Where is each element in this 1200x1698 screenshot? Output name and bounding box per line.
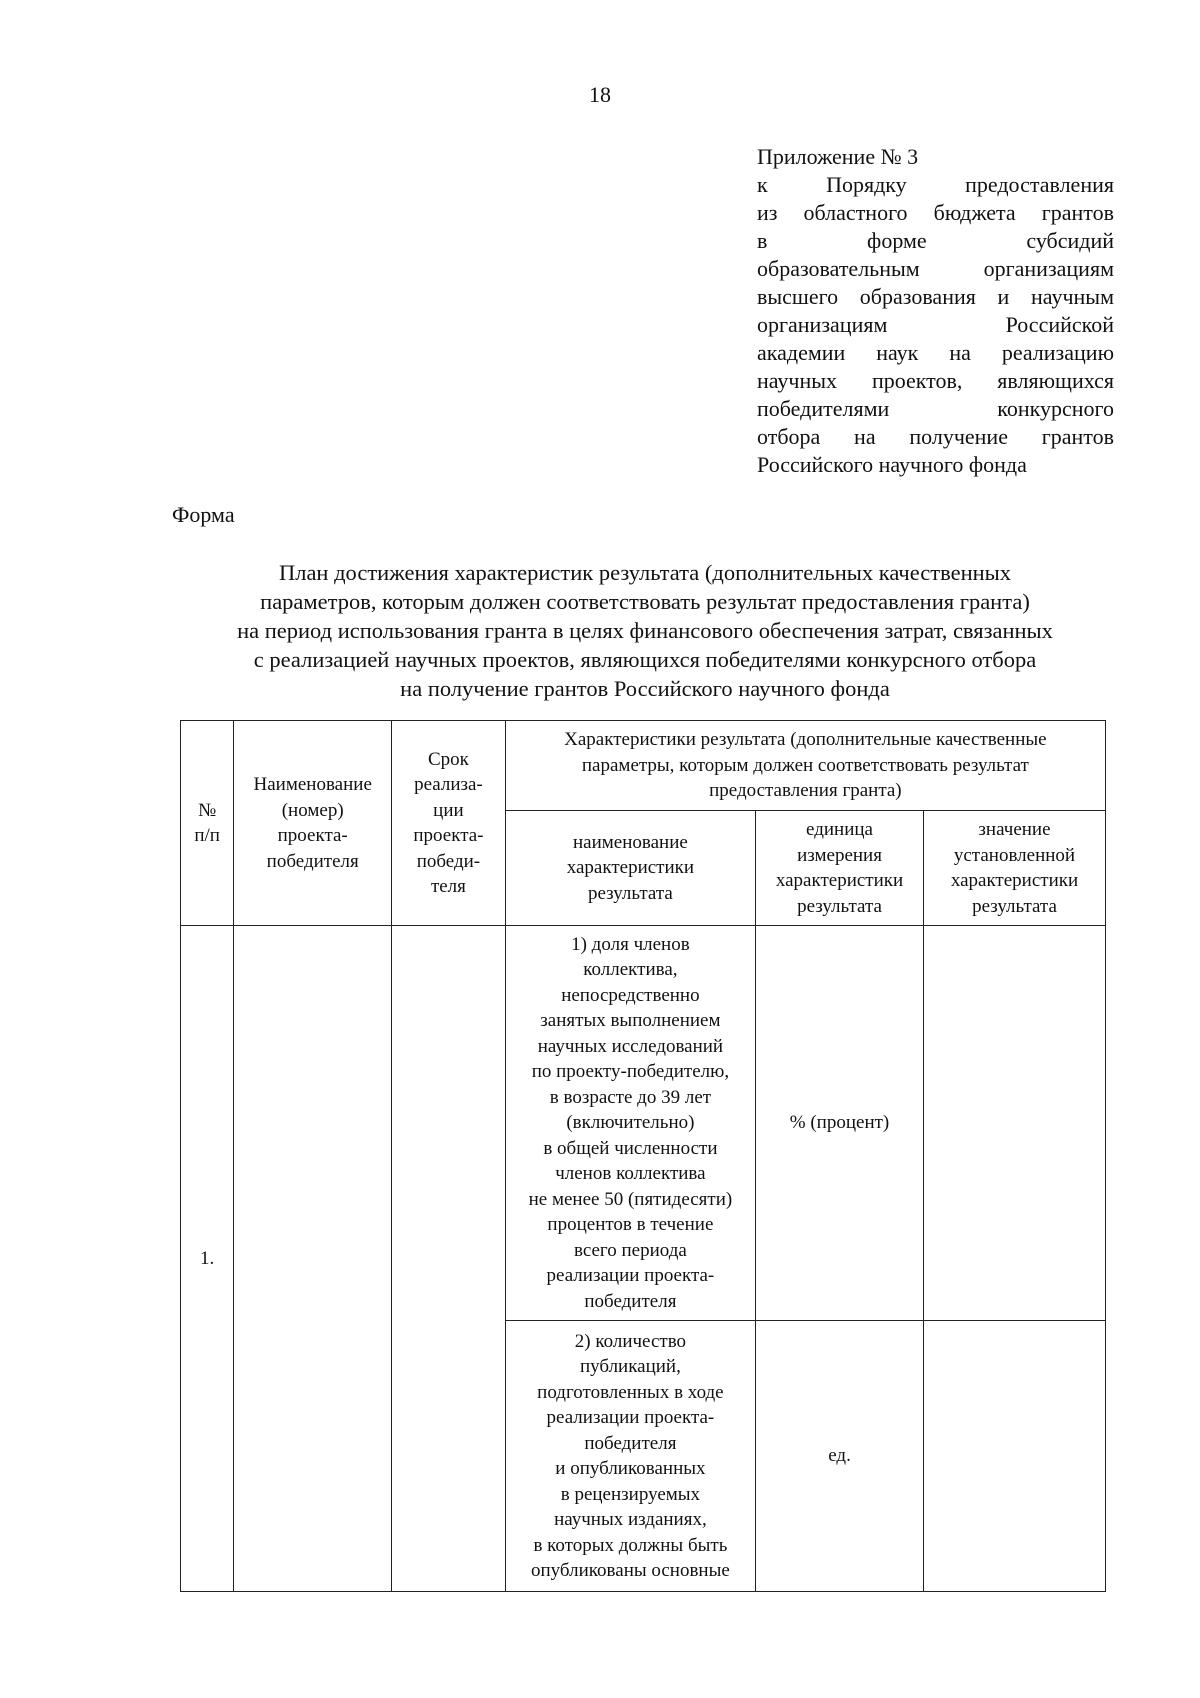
row-project-name: [234, 926, 392, 1592]
table-row: [181, 926, 1106, 1321]
appendix-line: победителями конкурсного: [757, 396, 1114, 421]
appendix-line: организациям Российской: [757, 312, 1114, 337]
header-project-name: [234, 721, 392, 926]
text-line: Срок: [427, 748, 469, 770]
title-line: на получение грантов Российского научного фонда: [400, 676, 890, 701]
form-label: Форма: [172, 502, 235, 527]
text-line: победителя: [266, 850, 359, 872]
text-line: параметры, которым должен соответствовать результат: [581, 754, 1029, 776]
text-line: п/п: [194, 825, 220, 846]
row-unit: % (процент): [756, 926, 924, 1321]
header-unit: [756, 811, 924, 926]
header-characteristics: [505, 721, 1105, 811]
appendix-header: [757, 143, 1114, 479]
text-line: членов коллектива: [555, 1163, 706, 1185]
text-line: в рецензируемых: [560, 1483, 701, 1505]
text-line: результата: [588, 882, 673, 904]
row-characteristic-name: [505, 1321, 755, 1592]
text-line: победи-: [416, 850, 481, 872]
text-line: характеристики: [566, 857, 695, 879]
appendix-line: в форме субсидий: [757, 228, 1114, 253]
text-line: подготовленных в ходе: [537, 1381, 724, 1403]
text-line: Характеристики результата (дополнительные качественные: [564, 729, 1047, 751]
title-line: с реализацией научных проектов, являющихся победителями конкурсного отбора: [253, 647, 1037, 672]
text-line: победителя: [584, 1290, 677, 1312]
text-line: реализации проекта-: [546, 1407, 715, 1428]
header-value: [923, 811, 1105, 926]
text-line: установленной: [953, 844, 1076, 866]
appendix-line: Российского научного фонда: [757, 452, 1027, 477]
text-line: в которых должны быть: [533, 1534, 728, 1556]
row-term: [392, 926, 506, 1592]
page-number: 18: [589, 82, 611, 107]
text-line: 2) количество: [574, 1330, 687, 1352]
text-line: опубликованы основные: [531, 1560, 730, 1581]
text-line: (включительно): [566, 1112, 695, 1134]
results-table: [180, 720, 1106, 1592]
row-characteristic-name: [505, 926, 755, 1321]
appendix-line: к Порядку предоставления: [757, 172, 1114, 197]
text-line: результата: [797, 895, 882, 917]
text-line: ции: [433, 799, 464, 821]
text-line: реализации проекта-: [546, 1265, 715, 1287]
text-line: по проекту-победителю,: [531, 1061, 730, 1083]
appendix-line: высшего образования и научным: [757, 284, 1114, 309]
header-num: [181, 721, 234, 926]
text-line: 1) доля членов: [571, 933, 690, 955]
appendix-line: образовательным организациям: [757, 256, 1114, 281]
text-line: научных изданиях,: [554, 1509, 707, 1530]
document-title: [172, 558, 1118, 703]
text-line: занятых выполнением: [540, 1010, 721, 1032]
text-line: проекта-: [413, 825, 484, 846]
row-value: [923, 926, 1105, 1321]
text-line: характеристики: [775, 870, 904, 891]
title-line: на период использования гранта в целях финансового обеспечения затрат, связанных: [237, 618, 1053, 643]
appendix-line: отбора на получение грантов: [757, 424, 1114, 449]
text-line: наименование: [572, 831, 688, 853]
text-line: проекта-: [277, 825, 348, 846]
appendix-line: из областного бюджета грантов: [757, 200, 1114, 225]
text-line: теля: [430, 876, 466, 897]
header-characteristic-name: [505, 811, 755, 926]
text-line: предоставления гранта): [709, 780, 902, 802]
text-line: коллектива,: [583, 959, 678, 981]
text-line: результата: [972, 895, 1057, 917]
text-line: значение: [978, 819, 1051, 840]
row-value: [923, 1321, 1105, 1592]
header-term: [392, 721, 506, 926]
text-line: (номер): [281, 799, 344, 821]
appendix-line: научных проектов, являющихся: [757, 368, 1114, 393]
text-line: победителя: [584, 1432, 677, 1454]
text-line: единица: [806, 819, 873, 840]
title-line: параметров, которым должен соответствовать результат предоставления гранта): [260, 589, 1030, 614]
row-unit: ед.: [756, 1321, 924, 1592]
appendix-line: Приложение № 3: [757, 144, 919, 169]
text-line: измерения: [797, 844, 882, 866]
text-line: в возрасте до 39 лет: [549, 1086, 712, 1108]
text-line: публикаций,: [579, 1356, 681, 1377]
text-line: не менее 50 (пятидесяти): [528, 1188, 733, 1210]
text-line: и опубликованных: [555, 1458, 706, 1479]
title-line: План достижения характеристик результата (дополнительных качественных: [278, 560, 1012, 585]
text-line: характеристики: [950, 870, 1079, 891]
text-line: реализа-: [414, 774, 483, 795]
text-line: непосредственно: [561, 984, 700, 1006]
text-line: всего периода: [573, 1239, 687, 1261]
text-line: №: [198, 799, 217, 821]
text-line: процентов в течение: [547, 1214, 714, 1236]
row-num: 1.: [181, 926, 234, 1592]
text-line: в общей численности: [543, 1137, 718, 1159]
text-line: Наименование: [253, 774, 372, 795]
text-line: научных исследований: [537, 1035, 724, 1057]
appendix-line: академии наук на реализацию: [757, 340, 1114, 365]
